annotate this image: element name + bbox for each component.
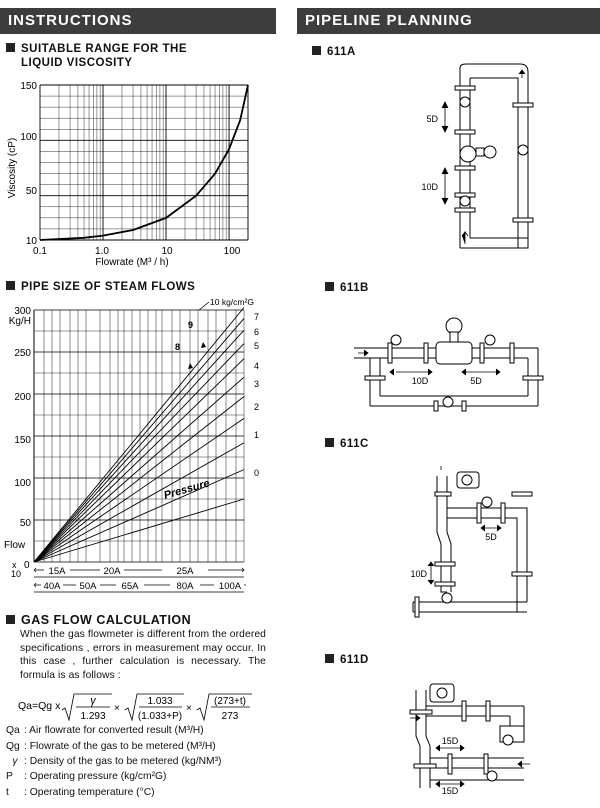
size-40a: 40A <box>43 581 61 592</box>
pipeline-611b-diagram <box>350 312 546 428</box>
def-t: t : Operating temperature (°C) <box>6 787 155 798</box>
steam-ytick-200: 200 <box>14 392 31 403</box>
formula-times-2: × <box>186 703 192 714</box>
steam-zero-label: 0 <box>24 560 30 571</box>
steam-arrow-8 <box>188 363 193 369</box>
formula-n3: (273+t) <box>214 696 246 707</box>
steam-ytick-300: 300 <box>14 306 31 317</box>
gas-formula <box>0 688 276 724</box>
viscosity-ylabel: Viscosity (cP) <box>7 137 18 199</box>
611b-dim-10d: 10D <box>411 376 429 386</box>
formula-times-1: × <box>114 703 120 714</box>
gas-paragraph: When the gas flowmeter is different from the ordered specifications , errors in measurement may occur. In this case , further calculation is necessary. The formula is as follows : <box>20 629 266 681</box>
viscosity-ytick-100: 100 <box>20 132 37 143</box>
steam-line-5 <box>34 377 244 562</box>
steam-line-10 <box>34 307 244 562</box>
611c-dim-5d: 5D <box>485 532 497 542</box>
viscosity-xtick-0-1: 0.1 <box>33 246 47 257</box>
steam-pressure-10: 10 kg/cm²G <box>210 297 254 307</box>
square-bullet-icon <box>6 615 15 624</box>
label-611a: 611A <box>312 45 356 59</box>
steam-ytick-250: 250 <box>14 348 31 359</box>
size-25a: 25A <box>176 566 194 577</box>
formula-gamma: γ <box>90 695 96 707</box>
steam-yunit: Kg/H <box>8 316 31 327</box>
formula-lhs: Qa=Qg x <box>18 700 61 712</box>
viscosity-ytick-150: 150 <box>20 81 37 92</box>
steam-pressure-7: 7 <box>254 312 260 322</box>
steam-ten-label: 10 <box>11 569 22 579</box>
def-qg: Qg : Flowrate of the gas to be metered (M³/H) <box>6 741 216 752</box>
square-bullet-icon <box>325 282 334 291</box>
611d-dim-15d-top: 15D <box>441 736 459 746</box>
steam-pressure-9: 9 <box>188 320 194 330</box>
pipeline-planning-header: PIPELINE PLANNING <box>297 8 600 34</box>
pipeline-611c-diagram <box>395 462 545 626</box>
size-65a: 65A <box>121 581 139 592</box>
611a-dim-5d: 5D <box>426 114 438 124</box>
steam-ytick-50: 50 <box>19 518 31 529</box>
viscosity-title: SUITABLE RANGE FOR THE LIQUID VISCOSITY <box>6 42 187 70</box>
viscosity-xtick-100: 100 <box>223 246 241 257</box>
steam-pressure-2: 2 <box>254 402 260 412</box>
formula-d3: 273 <box>221 711 239 722</box>
viscosity-grid <box>40 85 248 240</box>
steam-title: PIPE SIZE OF STEAM FLOWS <box>6 280 195 294</box>
steam-pressure-8: 8 <box>175 342 181 352</box>
square-bullet-icon <box>312 46 321 55</box>
steam-pressure-10-leader <box>199 302 209 310</box>
size-50a: 50A <box>79 581 97 592</box>
steam-pressure-6: 6 <box>254 327 260 337</box>
steam-ytick-100: 100 <box>14 478 31 489</box>
steam-line-1 <box>34 470 244 562</box>
viscosity-chart <box>0 72 276 272</box>
steam-line-7 <box>34 344 244 562</box>
viscosity-xlabel: Flowrate (M³ / h) <box>95 257 169 268</box>
square-bullet-icon <box>325 654 334 663</box>
steam-chart <box>0 296 276 598</box>
def-qa: Qa : Air flowrate for converted result (M³/H) <box>6 725 204 736</box>
viscosity-ytick-10: 10 <box>25 236 37 247</box>
def-p: P : Operating pressure (kg/cm²G) <box>6 771 167 782</box>
viscosity-xtick-1: 1.0 <box>95 246 109 257</box>
formula-d1: 1.293 <box>80 711 106 722</box>
viscosity-ytick-50: 50 <box>25 186 37 197</box>
steam-pressure-label: Pressure <box>162 477 212 502</box>
size-15a: 15A <box>48 566 66 577</box>
611d-dim-15d-bottom: 15D <box>441 786 459 796</box>
pipeline-611a-diagram <box>410 58 550 258</box>
square-bullet-icon <box>325 438 334 447</box>
steam-line-8 <box>34 330 244 562</box>
label-611b: 611B <box>325 281 369 295</box>
square-bullet-icon <box>6 281 15 290</box>
steam-pressure-0: 0 <box>254 468 260 478</box>
steam-pressure-3: 3 <box>254 379 260 389</box>
viscosity-xtick-10: 10 <box>161 246 173 257</box>
size-arrows <box>34 568 246 587</box>
steam-line-4 <box>34 397 244 562</box>
steam-x-label: x <box>12 560 17 570</box>
steam-pressure-5: 5 <box>254 341 260 351</box>
steam-ytick-150: 150 <box>14 435 31 446</box>
steam-pressure-4: 4 <box>254 361 260 371</box>
instructions-header: INSTRUCTIONS <box>0 8 276 34</box>
size-20a: 20A <box>103 566 121 577</box>
def-gamma: γ : Density of the gas to be metered (kg/NM³) <box>12 756 222 767</box>
formula-d2: (1.033+P) <box>137 711 183 722</box>
611a-dim-10d: 10D <box>421 182 438 192</box>
label-611d: 611D <box>325 653 369 667</box>
611b-dim-5d: 5D <box>470 376 482 386</box>
pipeline-611d-diagram <box>400 680 550 800</box>
square-bullet-icon <box>6 43 15 52</box>
size-80a: 80A <box>176 581 194 592</box>
label-611c: 611C <box>325 437 369 451</box>
steam-arrow-9 <box>201 342 206 348</box>
steam-flow-label: Flow <box>4 540 26 551</box>
size-100a: 100A <box>218 581 242 592</box>
steam-pressure-lines <box>34 307 244 562</box>
gas-title: GAS FLOW CALCULATION <box>6 613 191 627</box>
steam-line-0 <box>34 499 244 562</box>
steam-pressure-1: 1 <box>254 430 260 440</box>
formula-n2: 1.033 <box>147 696 173 707</box>
611c-dim-10d: 10D <box>410 569 427 579</box>
